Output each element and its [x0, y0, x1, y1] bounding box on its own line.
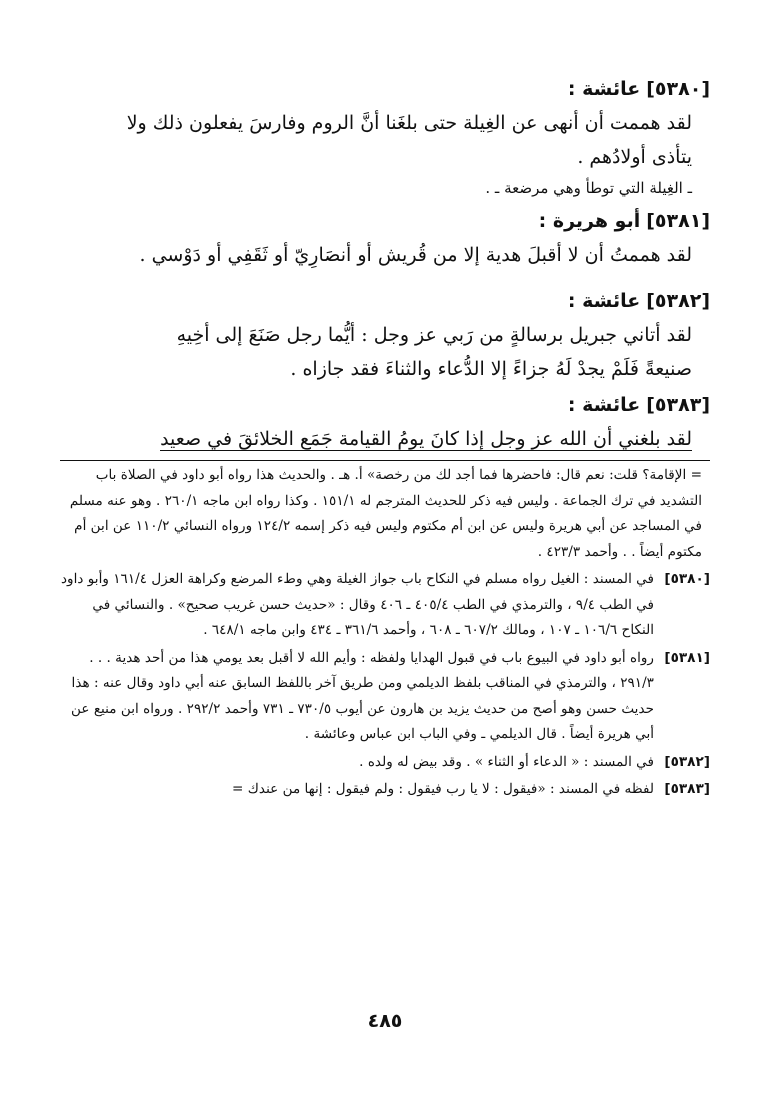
hadith-header	[60, 206, 710, 236]
hadith-entry	[60, 206, 710, 272]
hadith-text-line	[60, 422, 710, 456]
footnote-text: في المسند : « الدعاء أو الثناء » . وقد بيض له ولده .	[359, 753, 654, 770]
hadith-header	[60, 74, 710, 104]
footnote	[60, 777, 710, 803]
hadith-narrator: عائشة :	[567, 290, 641, 312]
hadith-text-line: لقد أتاني جبريل برسالةٍ من رَبي عز وجل : أيُّما رجل صَنَعَ إلى أخِيهِ	[176, 324, 692, 346]
hadith-narrator: عائشة :	[567, 394, 641, 416]
hadith-note: ـ الغِيلة التي توطأ وهي مرضعة ـ .	[485, 179, 692, 197]
hadith-text-line: يتأذى أولادُهم .	[577, 146, 692, 168]
hadith-narrator: أبو هريرة :	[538, 210, 641, 232]
page-number: ٤٨٥	[367, 1010, 403, 1032]
hadith-text-line: لقد هممتُ أن لا أقبلَ هدية إلا من قُريش أو أنصَارِيّ أو ثَقَفِي أو دَوْسي .	[139, 244, 692, 266]
hadith-narrator: عائشة :	[567, 78, 641, 100]
page-body	[60, 70, 710, 803]
footnote	[60, 750, 710, 776]
footnote-ref: [٥٣٨٠]	[664, 571, 710, 587]
footnote-text: لفظه في المسند : «فيقول : لا يا رب فيقول : ولم فيقول : إنها من عندك =	[232, 781, 654, 797]
footnote-ref: [٥٣٨٢]	[664, 753, 710, 770]
footnote-text: رواه أبو داود في البيوع باب في قبول الهدايا ولفظه : وأيم الله لا أقبل بعد يومي هذا من أحد هدية . . . ٢٩١/٣ ، والترمذي في المناقب بلفظ الديلمي ومن طريق آخر باللفظ السابق عنه أبي داود وقال عنه : هذا حديث حسن وهو أصح من حديث يزيد بن هارون عن أيوب ٧٣٠/٥ ـ ٧٣١ وأحمد ٢٩٢/٢ . ورواه ابن منيع عن أبي هريرة أيضاً . قال الديلمي ـ وفي الباب ابن عباس وعائشة .	[71, 649, 654, 742]
footnote-ref: [٥٣٨١]	[664, 649, 710, 666]
footnote-ref: [٥٣٨٣]	[664, 781, 710, 797]
footnote-divider	[60, 460, 710, 461]
hadith-number: [٥٣٨١]	[646, 210, 710, 232]
hadith-entry	[60, 74, 710, 202]
hadith-number: [٥٣٨٢]	[646, 290, 710, 312]
hadith-text-line: لقد هممت أن أنهى عن الغِيلة حتى بلغَنا أنَّ الروم وفارسَ يفعلون ذلك ولا	[126, 112, 692, 134]
hadith-number: [٥٣٨٠]	[646, 78, 710, 100]
footnotes	[60, 463, 710, 803]
hadith-number: [٥٣٨٣]	[646, 394, 710, 416]
footnote-continuation: = الإقامة؟ قلت: نعم قال: فاحضرها فما أجد لك من رخصة» أ. هـ . والحديث هذا رواه أبو داود في الصلاة باب التشديد في ترك الجماعة . وليس فيه ذكر للحديث المترجم له ١٥١/١ . وكذا رواه ابن ماجه ٢٦٠/١ . وهو عنه مسلم في المساجد عن أبي هريرة وليس عن ابن أم مكتوم وليس فيه ذكر إسمه ١٢٤/٢ ورواه النسائي ١١٠/٢ عن ابن أم مكتوم أيضاً . . وأحمد ٤٢٣/٣ .	[69, 467, 702, 560]
hadith-text-line: صنيعةً فَلَمْ يجدْ لَهُ جزاءً إلا الدُّعاء والثناءَ فقد جازاه .	[290, 358, 692, 380]
underlined-text: لقد بلغني أن الله عز وجل إذا كانَ يومُ القيامة جَمَع الخلائقَ في صعيد	[160, 428, 692, 450]
hadith-header	[60, 390, 710, 420]
footnote	[60, 646, 710, 748]
hadith-entry	[60, 286, 710, 386]
hadith-header	[60, 286, 710, 316]
footnote	[60, 567, 710, 644]
hadith-entry	[60, 390, 710, 456]
footnote-text: في المسند : الغيل رواه مسلم في النكاح باب جواز الغيلة وهي وطء المرضع وكراهة العزل ١٦١/٤ وأبو داود في الطب ٩/٤ ، والترمذي في الطب ٤٠٥/٤ ـ ٤٠٦ وقال : «حديث حسن غريب صحيح» . والنسائي في النكاح ١٠٦/٦ ـ ١٠٧ ، ومالك ٦٠٧/٢ ـ ٦٠٨ ، وأحمد ٣٦١/٦ ـ ٤٣٤ وابن ماجه ٦٤٨/١ .	[61, 571, 654, 638]
